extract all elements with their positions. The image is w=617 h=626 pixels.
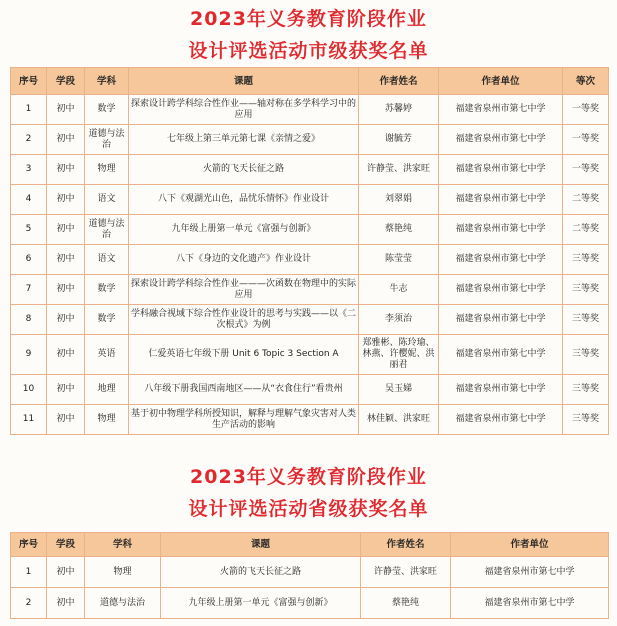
- row-subject: 语文: [85, 245, 129, 275]
- header-no: 序号: [11, 533, 47, 557]
- header-subject: 学科: [85, 68, 129, 95]
- city-award-table: [10, 67, 609, 435]
- table-row: [11, 155, 609, 185]
- row-author: 蔡艳纯: [359, 215, 439, 245]
- row-grade: 一等奖: [563, 125, 609, 155]
- table-row: [11, 215, 609, 245]
- row-grade: 二等奖: [563, 185, 609, 215]
- row-author: 陈莹莹: [359, 245, 439, 275]
- row-stage: 初中: [47, 155, 85, 185]
- row-subject: 道德与法治: [85, 215, 129, 245]
- row-subject: 物理: [85, 557, 161, 588]
- row-unit: 福建省泉州市第七中学: [439, 125, 563, 155]
- row-subject: 数学: [85, 95, 129, 125]
- row-author: 牛志: [359, 275, 439, 305]
- row-topic: 探索设计跨学科综合性作业———次函数在物理中的实际应用: [129, 275, 359, 305]
- row-stage: 初中: [47, 125, 85, 155]
- row-author: 谢毓芳: [359, 125, 439, 155]
- row-no: 2: [11, 588, 47, 619]
- table-row: [11, 95, 609, 125]
- table-row: [11, 375, 609, 405]
- header-no: 序号: [11, 68, 47, 95]
- row-stage: 初中: [47, 305, 85, 335]
- header-author: 作者姓名: [359, 68, 439, 95]
- table-row: [11, 275, 609, 305]
- row-author: 许静莹、洪家旺: [361, 557, 451, 588]
- prov-title-line1: 2023年义务教育阶段作业: [190, 466, 427, 488]
- header-author: 作者姓名: [361, 533, 451, 557]
- row-no: 1: [11, 95, 47, 125]
- row-subject: 地理: [85, 375, 129, 405]
- row-author: 李须治: [359, 305, 439, 335]
- row-author: 林佳颖、洪家旺: [359, 405, 439, 435]
- header-topic: 课题: [161, 533, 361, 557]
- city-title-line2: 设计评选活动市级获奖名单: [188, 40, 429, 62]
- row-no: 8: [11, 305, 47, 335]
- row-topic: 七年级上第三单元第七课《亲情之爱》: [129, 125, 359, 155]
- row-topic: 九年级上册第一单元《富强与创新》: [161, 588, 361, 619]
- row-grade: 三等奖: [563, 245, 609, 275]
- row-subject: 道德与法治: [85, 588, 161, 619]
- row-subject: 数学: [85, 305, 129, 335]
- row-unit: 福建省泉州市第七中学: [439, 335, 563, 375]
- row-author: 郑雅彬、陈玲瑜、林燕、许樱妮、洪丽君: [359, 335, 439, 375]
- row-grade: 一等奖: [563, 95, 609, 125]
- row-no: 6: [11, 245, 47, 275]
- row-topic: 火箭的飞天长征之路: [129, 155, 359, 185]
- row-stage: 初中: [47, 335, 85, 375]
- row-no: 11: [11, 405, 47, 435]
- header-stage: 学段: [47, 68, 85, 95]
- row-grade: 一等奖: [563, 155, 609, 185]
- row-stage: 初中: [47, 215, 85, 245]
- prov-table-header: [11, 533, 609, 557]
- row-topic: 学科融合视域下综合性作业设计的思考与实践——以《二次根式》为例: [129, 305, 359, 335]
- row-stage: 初中: [47, 275, 85, 305]
- row-stage: 初中: [47, 245, 85, 275]
- table-row: [11, 125, 609, 155]
- table-row: [11, 245, 609, 275]
- row-unit: 福建省泉州市第七中学: [439, 215, 563, 245]
- header-subject: 学科: [85, 533, 161, 557]
- header-stage: 学段: [47, 533, 85, 557]
- row-author: 蔡艳纯: [361, 588, 451, 619]
- header-unit: 作者单位: [439, 68, 563, 95]
- row-topic: 八年级下册我国西南地区——从“衣食住行”看贵州: [129, 375, 359, 405]
- row-topic: 八下《身边的文化遗产》作业设计: [129, 245, 359, 275]
- row-author: 刘翠娟: [359, 185, 439, 215]
- header-grade: 等次: [563, 68, 609, 95]
- row-no: 4: [11, 185, 47, 215]
- row-unit: 福建省泉州市第七中学: [439, 275, 563, 305]
- row-no: 10: [11, 375, 47, 405]
- row-subject: 物理: [85, 155, 129, 185]
- row-no: 1: [11, 557, 47, 588]
- city-table-header: [11, 68, 609, 95]
- row-topic: 基于初中物理学科所授知识，解释与理解气象灾害对人类生产活动的影响: [129, 405, 359, 435]
- row-author: 吴玉娣: [359, 375, 439, 405]
- table-row: [11, 305, 609, 335]
- row-unit: 福建省泉州市第七中学: [439, 155, 563, 185]
- row-stage: 初中: [47, 405, 85, 435]
- header-unit: 作者单位: [451, 533, 609, 557]
- row-topic: 八下《观湖光山色，品忧乐情怀》作业设计: [129, 185, 359, 215]
- row-unit: 福建省泉州市第七中学: [439, 95, 563, 125]
- row-no: 7: [11, 275, 47, 305]
- row-unit: 福建省泉州市第七中学: [451, 588, 609, 619]
- row-grade: 三等奖: [563, 375, 609, 405]
- row-unit: 福建省泉州市第七中学: [439, 305, 563, 335]
- prov-title-line2: 设计评选活动省级获奖名单: [188, 498, 429, 520]
- row-unit: 福建省泉州市第七中学: [451, 557, 609, 588]
- row-unit: 福建省泉州市第七中学: [439, 245, 563, 275]
- city-title-line1: 2023年义务教育阶段作业: [190, 8, 427, 30]
- row-topic: 探索设计跨学科综合性作业——轴对称在多学科学习中的应用: [129, 95, 359, 125]
- province-award-table: [10, 532, 609, 619]
- row-author: 许静莹、洪家旺: [359, 155, 439, 185]
- row-stage: 初中: [47, 557, 85, 588]
- row-stage: 初中: [47, 185, 85, 215]
- table-row: [11, 557, 609, 588]
- header-topic: 课题: [129, 68, 359, 95]
- row-unit: 福建省泉州市第七中学: [439, 405, 563, 435]
- row-no: 3: [11, 155, 47, 185]
- row-grade: 二等奖: [563, 215, 609, 245]
- table-row: [11, 185, 609, 215]
- row-stage: 初中: [47, 375, 85, 405]
- row-no: 5: [11, 215, 47, 245]
- row-subject: 英语: [85, 335, 129, 375]
- row-no: 2: [11, 125, 47, 155]
- row-stage: 初中: [47, 95, 85, 125]
- row-topic: 仁爱英语七年级下册 Unit 6 Topic 3 Section A: [129, 335, 359, 375]
- row-grade: 三等奖: [563, 305, 609, 335]
- row-grade: 三等奖: [563, 275, 609, 305]
- row-grade: 三等奖: [563, 405, 609, 435]
- table-row: [11, 335, 609, 375]
- row-topic: 火箭的飞天长征之路: [161, 557, 361, 588]
- row-unit: 福建省泉州市第七中学: [439, 185, 563, 215]
- row-subject: 物理: [85, 405, 129, 435]
- row-subject: 道德与法治: [85, 125, 129, 155]
- row-subject: 数学: [85, 275, 129, 305]
- row-topic: 九年级上册第一单元《富强与创新》: [129, 215, 359, 245]
- table-row: [11, 588, 609, 619]
- row-unit: 福建省泉州市第七中学: [439, 375, 563, 405]
- row-stage: 初中: [47, 588, 85, 619]
- row-no: 9: [11, 335, 47, 375]
- row-author: 苏馨婷: [359, 95, 439, 125]
- row-grade: 三等奖: [563, 335, 609, 375]
- row-subject: 语文: [85, 185, 129, 215]
- table-row: [11, 405, 609, 435]
